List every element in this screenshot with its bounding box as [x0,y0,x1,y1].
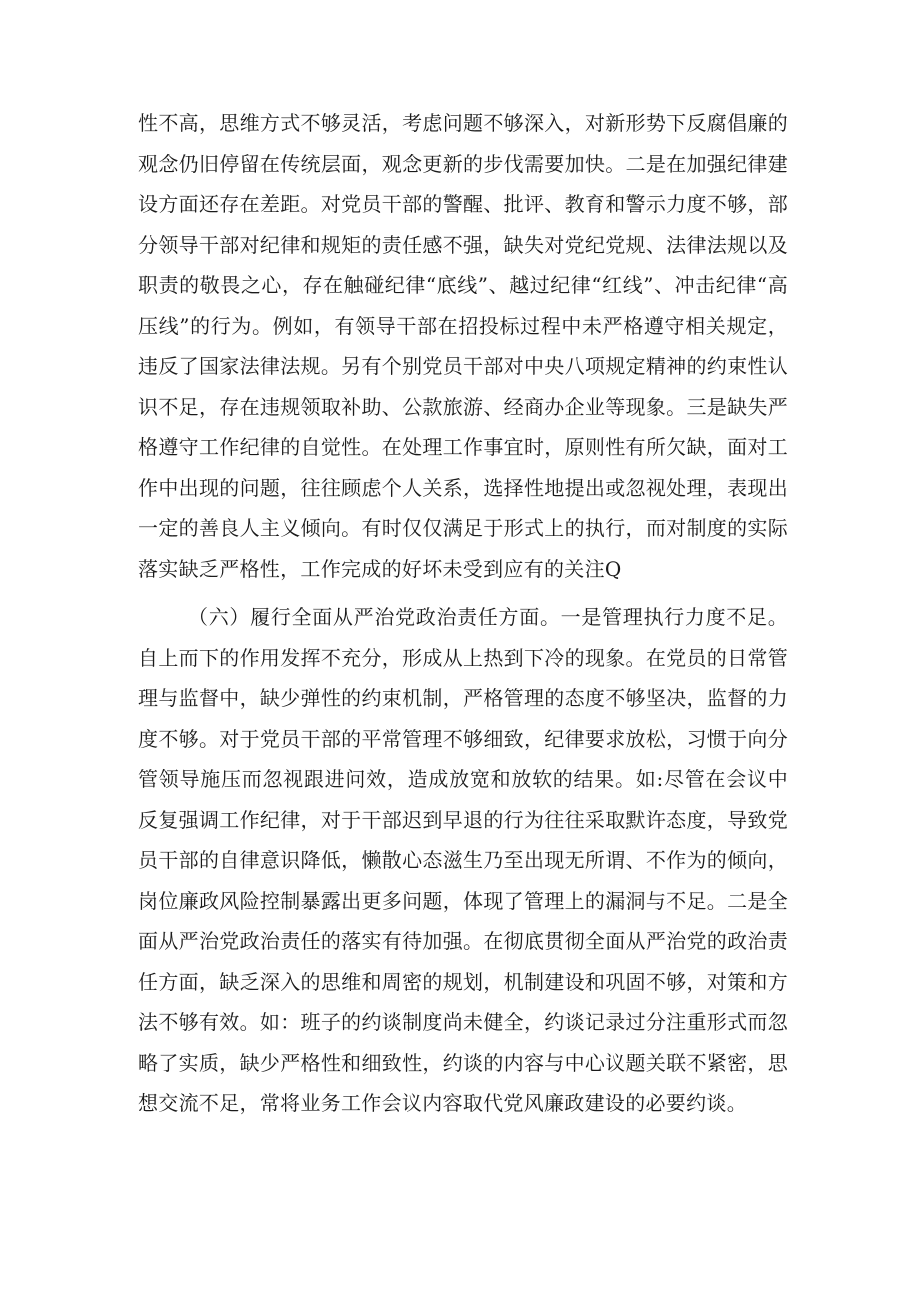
paragraph-continuation: 性不高，思维方式不够灵活，考虑问题不够深入，对新形势下反腐倡廉的观念仍旧停留在传统层面，观念更新的步伐需要加快。二是在加强纪律建设方面还存在差距。对党员干部的警醒、批评、教育和警示力度不够，部分领导干部对纪律和规矩的责任感不强，缺失对党纪党规、法律法规以及职责的敬畏之心，存在触碰纪律“底线”、越过纪律“红线”、冲击纪律“高压线”的行为。例如，有领导干部在招投标过程中未严格遵守相关规定，违反了国家法律法规。另有个别党员干部对中央八项规定精神的约束性认识不足，存在违规领取补助、公款旅游、经商办企业等现象。三是缺失严格遵守工作纪律的自觉性。在处理工作事宜时，原则性有所欠缺，面对工作中出现的问题，往往顾虑个人关系，选择性地提出或忽视处理，表现出一定的善良人主义倾向。有时仅仅满足于形式上的执行，而对制度的实际落实缺乏严格性，工作完成的好坏未受到应有的关注Q [138,111,788,581]
document-body [138,103,788,1124]
paragraph-section-six: （六）履行全面从严治党政治责任方面。一是管理执行力度不足。自上而下的作用发挥不充分，形成从上热到下冷的现象。在党员的日常管理与监督中，缺少弹性的约束机制，严格管理的态度不够坚决，监督的力度不够。对于党员干部的平常管理不够细致，纪律要求放松，习惯于向分管领导施压而忽视跟进问效，造成放宽和放软的结果。如:尽管在会议中反复强调工作纪律，对于干部迟到早退的行为往往采取默许态度，导致党员干部的自律意识降低，懒散心态滋生乃至出现无所谓、不作为的倾向，岗位廉政风险控制暴露出更多问题，体现了管理上的漏洞与不足。二是全面从严治党政治责任的落实有待加强。在彻底贯彻全面从严治党的政治责任方面，缺乏深入的思维和周密的规划，机制建设和巩固不够，对策和方法不够有效。如：班子的约谈制度尚未健全，约谈记录过分注重形式而忽略了实质，缺少严格性和细致性，约谈的内容与中心议题关联不紧密，思想交流不足，常将业务工作会议内容取代党风廉政建设的必要约谈。 [138,605,788,1115]
